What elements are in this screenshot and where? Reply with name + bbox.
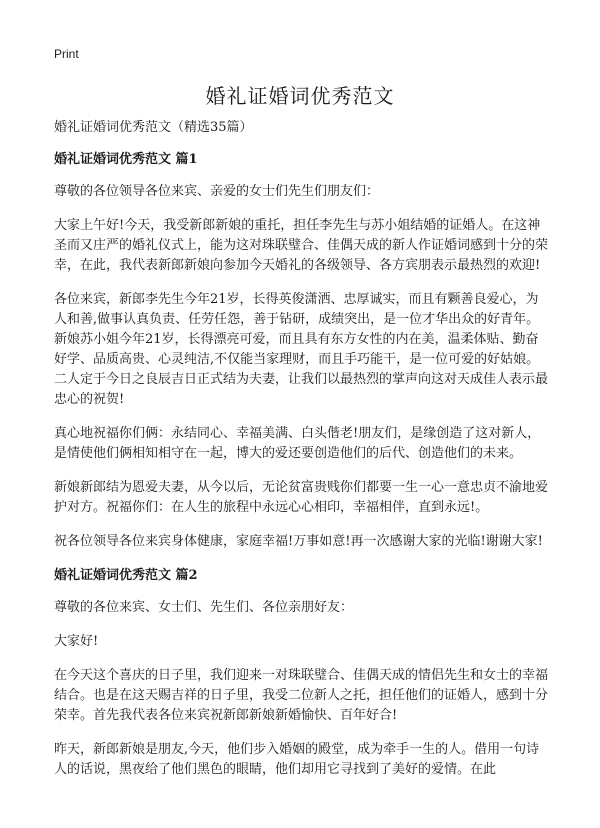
paragraph: 各位来宾，新郎李先生今年21岁，长得英俊潇洒、忠厚诚实，而且有颗善良爱心，为人和善,做事认真负责、任劳任怨，善于钻研，成绩突出，是一位才华出众的好青年。新娘苏小姐今年21岁，长得漂亮可爱，而且具有东方女性的内在美，温柔体贴、勤奋好学、品质高贵、心灵纯洁,不仅能当家理财，而且手巧能干，是一位可爱的好姑娘。二人定于今日之良辰吉日正式结为夫妻，让我们以最热烈的掌声向这对天成佳人表示最忠心的祝贺! xyxy=(54,292,549,407)
paragraph: 祝各位领导各位来宾身体健康，家庭幸福!万事如意!再一次感谢大家的光临!谢谢大家! xyxy=(54,534,543,549)
paragraph: 在今天这个喜庆的日子里，我们迎来一对珠联璧合、佳偶天成的情侣先生和女士的幸福结合。也是在这天赐吉祥的日子里，我受二位新人之托，担任他们的证婚人，感到十分荣幸。首先我代表各位来宾祝新郎新娘新婚愉快、百年好合! xyxy=(54,668,549,723)
print-link[interactable]: Print xyxy=(54,47,79,61)
section-1 xyxy=(54,150,550,552)
paragraph: 尊敬的各位领导各位来宾、亲爱的女士们先生们朋友们： xyxy=(54,184,380,199)
paragraph: 昨天，新郎新娘是朋友,今天，他们步入婚姻的殿堂，成为牵手一生的人。借用一句诗人的话说，黑夜给了他们黑色的眼睛，他们却用它寻找到了美好的爱情。在此 xyxy=(54,742,540,777)
document-subtitle: 婚礼证婚词优秀范文（精选35篇） xyxy=(54,120,253,135)
section-heading: 婚礼证婚词优秀范文 篇1 xyxy=(54,152,198,167)
page-title: 婚礼证婚词优秀范文 xyxy=(205,84,395,108)
section-2 xyxy=(54,566,550,780)
paragraph: 新娘新郎结为恩爱夫妻，从今以后，无论贫富贵贱你们都要一生一心一意忠贞不渝地爱护对方。祝福你们：在人生的旅程中永远心心相印，幸福相伴，直到永远!。 xyxy=(54,480,549,515)
paragraph: 尊敬的各位来宾、女士们、先生们、各位亲朋好友： xyxy=(54,600,354,615)
paragraph: 大家好! xyxy=(54,634,99,649)
paragraph: 大家上午好!今天，我受新郎新娘的重托，担任李先生与苏小姐结婚的证婚人。在这神圣而又庄严的婚礼仪式上，能为这对珠联璧合、佳偶天成的新人作证婚词感到十分的荣幸，在此，我代表新郎新娘向参加今天婚礼的各级领导、各方宾朋表示最热烈的欢迎! xyxy=(54,218,549,273)
paragraph: 真心地祝福你们俩：永结同心、幸福美满、白头偕老!朋友们，是缘创造了这对新人，是情使他们俩相知相守在一起，博大的爱还要创造他们的后代、创造他们的未来。 xyxy=(54,426,541,461)
section-heading: 婚礼证婚词优秀范文 篇2 xyxy=(54,568,198,583)
document-body xyxy=(54,118,550,794)
